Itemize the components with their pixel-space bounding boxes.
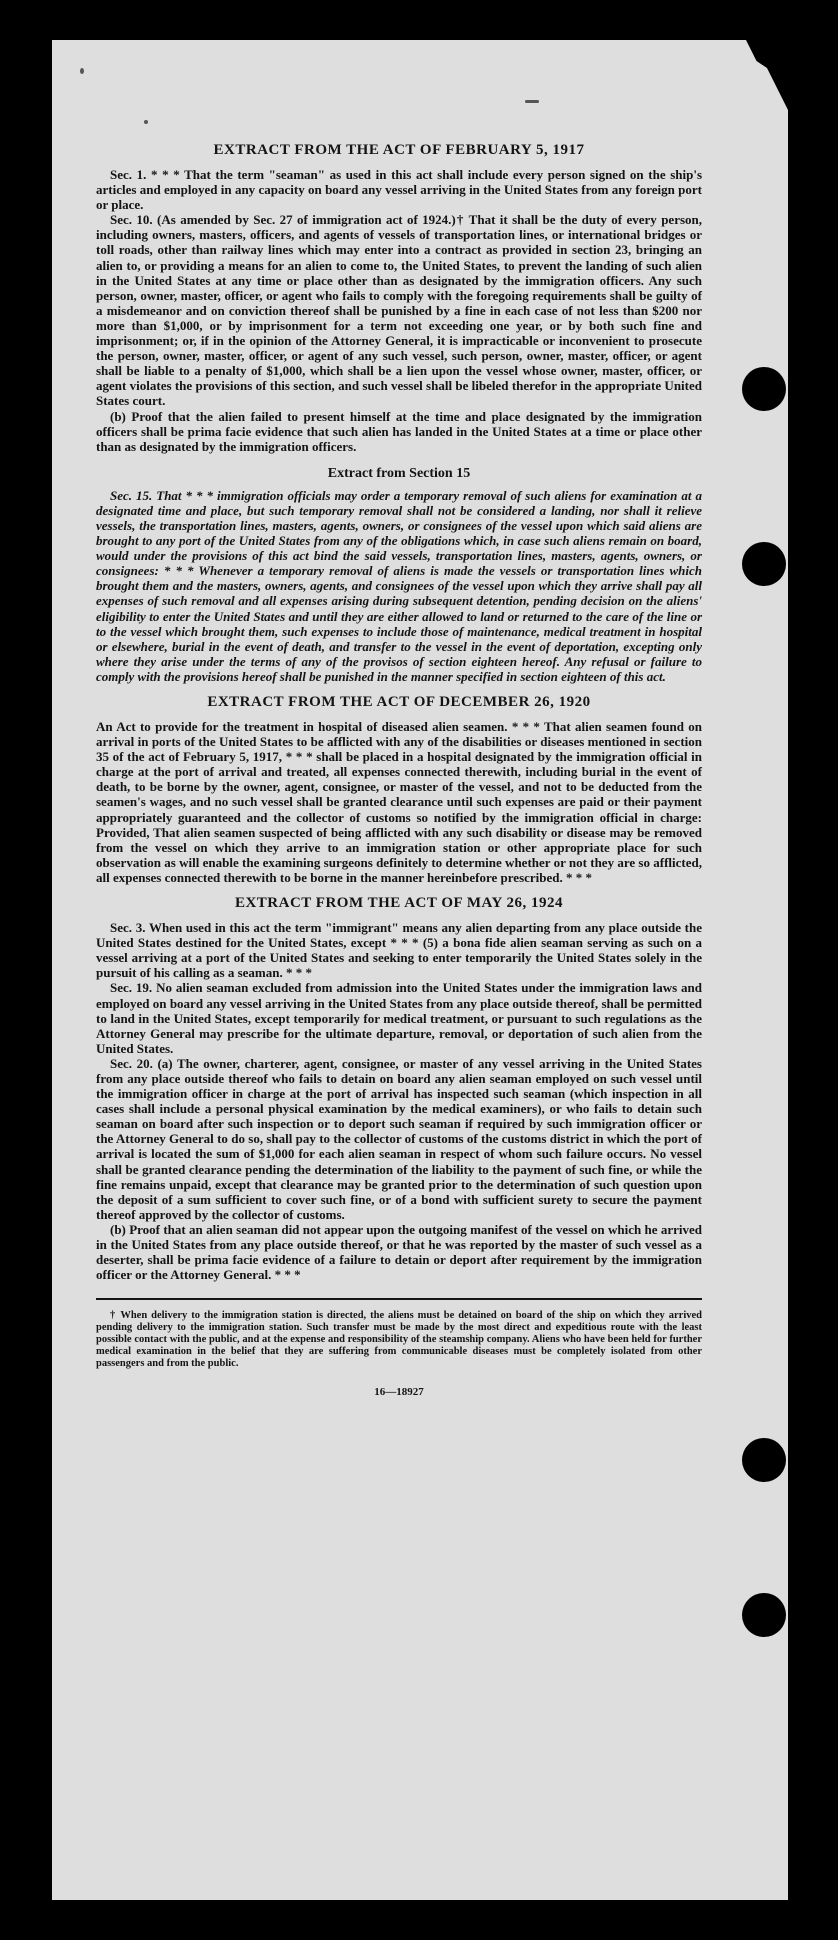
torn-corner <box>718 40 788 110</box>
paragraph: Sec. 20. (a) The owner, charterer, agent, consignee, or master of any vessel arriving in the United States from any place outside thereof who fails to detain on board any alien seaman employed on such vessel until the immigration officer in charge at the port of arrival has inspected such seaman (which inspection in all cases shall include a personal physical examination by the medical examiners), or who fails to detain such seaman on board after such inspection or to deport such seaman if required by such immigration officer or the Attorney General to do so, shall pay to the collector of customs of the customs district in which the port of arrival is located the sum of $1,000 for each alien seaman in respect of whom such failure occurs. No vessel shall be granted clearance pending the determination of the liability to the payment of such fine, or while the fine remains unpaid, except that clearance may be granted prior to the determination of such question upon the deposit of a sum sufficient to cover such fine, or of a bond with sufficient surety to secure the payment thereof approved by the collector of customs. <box>96 1055 702 1222</box>
punch-hole <box>742 1593 786 1637</box>
punch-hole <box>742 542 786 586</box>
footnote: † When delivery to the immigration station is directed, the aliens must be detained on board of the ship on which they arrived pending delivery to the immigration station. Such transfer must be made by the most direct and expeditious route with the least possible contact with the public, and at the expense and responsibility of the steamship company. Aliens who have been held for further medical examination in the belief that they are suffering from communicable diseases must be completely isolated from other passengers and from the public. <box>96 1310 702 1370</box>
paper-speck <box>525 100 539 103</box>
paper-speck <box>144 120 148 124</box>
section-subheading: Extract from Section 15 <box>327 465 471 481</box>
form-number: 16—18927 <box>374 1386 424 1399</box>
document-body <box>96 142 702 1398</box>
paragraph: An Act to provide for the treatment in hospital of diseased alien seamen. * * * That alien seamen found on arrival in ports of the United States to be afflicted with any of the disabilities or diseases mentioned in section 35 of the act of February 5, 1917, * * * shall be placed in a hospital designated by the immigration official in charge at the port of arrival and treated, all expenses connected therewith, including burial in the event of death, to be borne by the owner, agent, consignee, or master of the vessel, and not to be deducted from the seamen's wages, and no such vessel shall be granted clearance until such expenses are paid or their payment appropriately guaranteed and the collector of customs so notified by the immigration official in charge: Provided, That alien seamen suspected of being afflicted with any such disability or disease may be removed from the vessel on which they arrive to an immigration station or other appropriate place for such observation as will enable the examining surgeons definitely to determine whether or not they are so afflicted, all expenses connected therewith to be borne in the manner hereinbefore prescribed. * * * <box>96 719 702 885</box>
section-heading: EXTRACT FROM THE ACT OF MAY 26, 1924 <box>234 895 564 912</box>
footnote-rule <box>96 1298 702 1300</box>
paper-speck <box>80 68 84 74</box>
punch-hole <box>742 367 786 411</box>
section-heading: EXTRACT FROM THE ACT OF FEBRUARY 5, 1917 <box>213 142 585 158</box>
paragraph: (b) Proof that an alien seaman did not appear upon the outgoing manifest of the vessel on which he arrived in the United States from any place outside thereof, or that he was reported by the master of such vessel as a deserter, shall be prima facie evidence of a failure to detain or deport after requirement by the immigration officer or the Attorney General. * * * <box>96 1221 702 1283</box>
paragraph: Sec. 19. No alien seaman excluded from admission into the United States under the immigration laws and employed on board any vessel arriving in the United States from any place outside thereof, shall be permitted to land in the United States, except temporarily for medical treatment, or pursuant to such regulations as the Attorney General may prescribe for the ultimate departure, removal, or deportation of such alien from the United States. <box>96 980 702 1056</box>
paragraph: Sec. 10. (As amended by Sec. 27 of immigration act of 1924.)† That it shall be the duty of every person, including owners, masters, officers, and agents of vessels of transportation lines, or international bridges or toll roads, other than railway lines which may enter into a contract as provided in section 23, bringing an alien to, or providing a means for an alien to come to, the United States, to prevent the landing of such alien in the United States at any time or place other than as designated by the immigration officers. Any such person, owner, master, officer, or agent who fails to comply with the foregoing requirements shall be guilty of a misdemeanor and on conviction thereof shall be punished by a fine in each case of not less than $200 nor more than $1,000, or by imprisonment for a term not exceeding one year, or by both such fine and imprisonment; or, if in the opinion of the Attorney General, it is impracticable or inconvenient to prosecute the person, owner, master, officer, or agent of any such vessel, such person, owner, master, officer, or agent shall be liable to a penalty of $1,000, which shall be a lien upon the vessel whose owner, master, officer, or agent violates the provisions of this section, and such vessel shall be libeled therefor in the appropriate United States court. <box>96 212 702 409</box>
paragraph: (b) Proof that the alien failed to present himself at the time and place designated by the immigration officers shall be prima facie evidence that such alien has landed in the United States at a time or place other than as designated by the immigration officers. <box>96 408 702 454</box>
paragraph: Sec. 1. * * * That the term "seaman" as used in this act shall include every person signed on the ship's articles and employed in any capacity on board any vessel arriving in the United States from any foreign port or place. <box>96 167 702 213</box>
punch-hole <box>742 1438 786 1482</box>
section-heading: EXTRACT FROM THE ACT OF DECEMBER 26, 1920 <box>207 694 591 710</box>
paragraph: Sec. 15. That * * * immigration officials may order a temporary removal of such aliens for examination at a designated time and place, but such temporary removal shall not be considered a landing, nor shall it relieve vessels, the transportation lines, masters, agents, owners, or consignees of the vessel upon which said aliens are brought to any port of the United States from any of the obligations which, in case such aliens remain on board, would under the provisions of this act bind the said vessels, transportation lines, masters, agents, owners, or consignees: * * * Whenever a temporary removal of aliens is made the vessels or transportation lines which brought them and the masters, owners, agents, and consignees of the vessel upon which they arrive shall pay all expenses of such removal and all expenses arising during subsequent detention, pending decision on the aliens' eligibility to enter the United States and until they are either allowed to land or returned to the care of the line or to the vessel which brought them, such expenses to include those of maintenance, medical treatment in hospital or elsewhere, burial in the event of death, and transfer to the vessel in the event of deportation, excepting only where they arise under the terms of any of the provisos of section eighteen hereof. Any refusal or failure to comply with the provisions hereof shall be punished in the manner specified in section eighteen of this act. <box>96 487 702 684</box>
paragraph: Sec. 3. When used in this act the term "immigrant" means any alien departing from any place outside the United States destined for the United States, except * * * (5) a bona fide alien seaman serving as such on a vessel arriving at a port of the United States and seeking to enter temporarily the United States solely in the pursuit of his calling as a seaman. * * * <box>96 920 702 981</box>
